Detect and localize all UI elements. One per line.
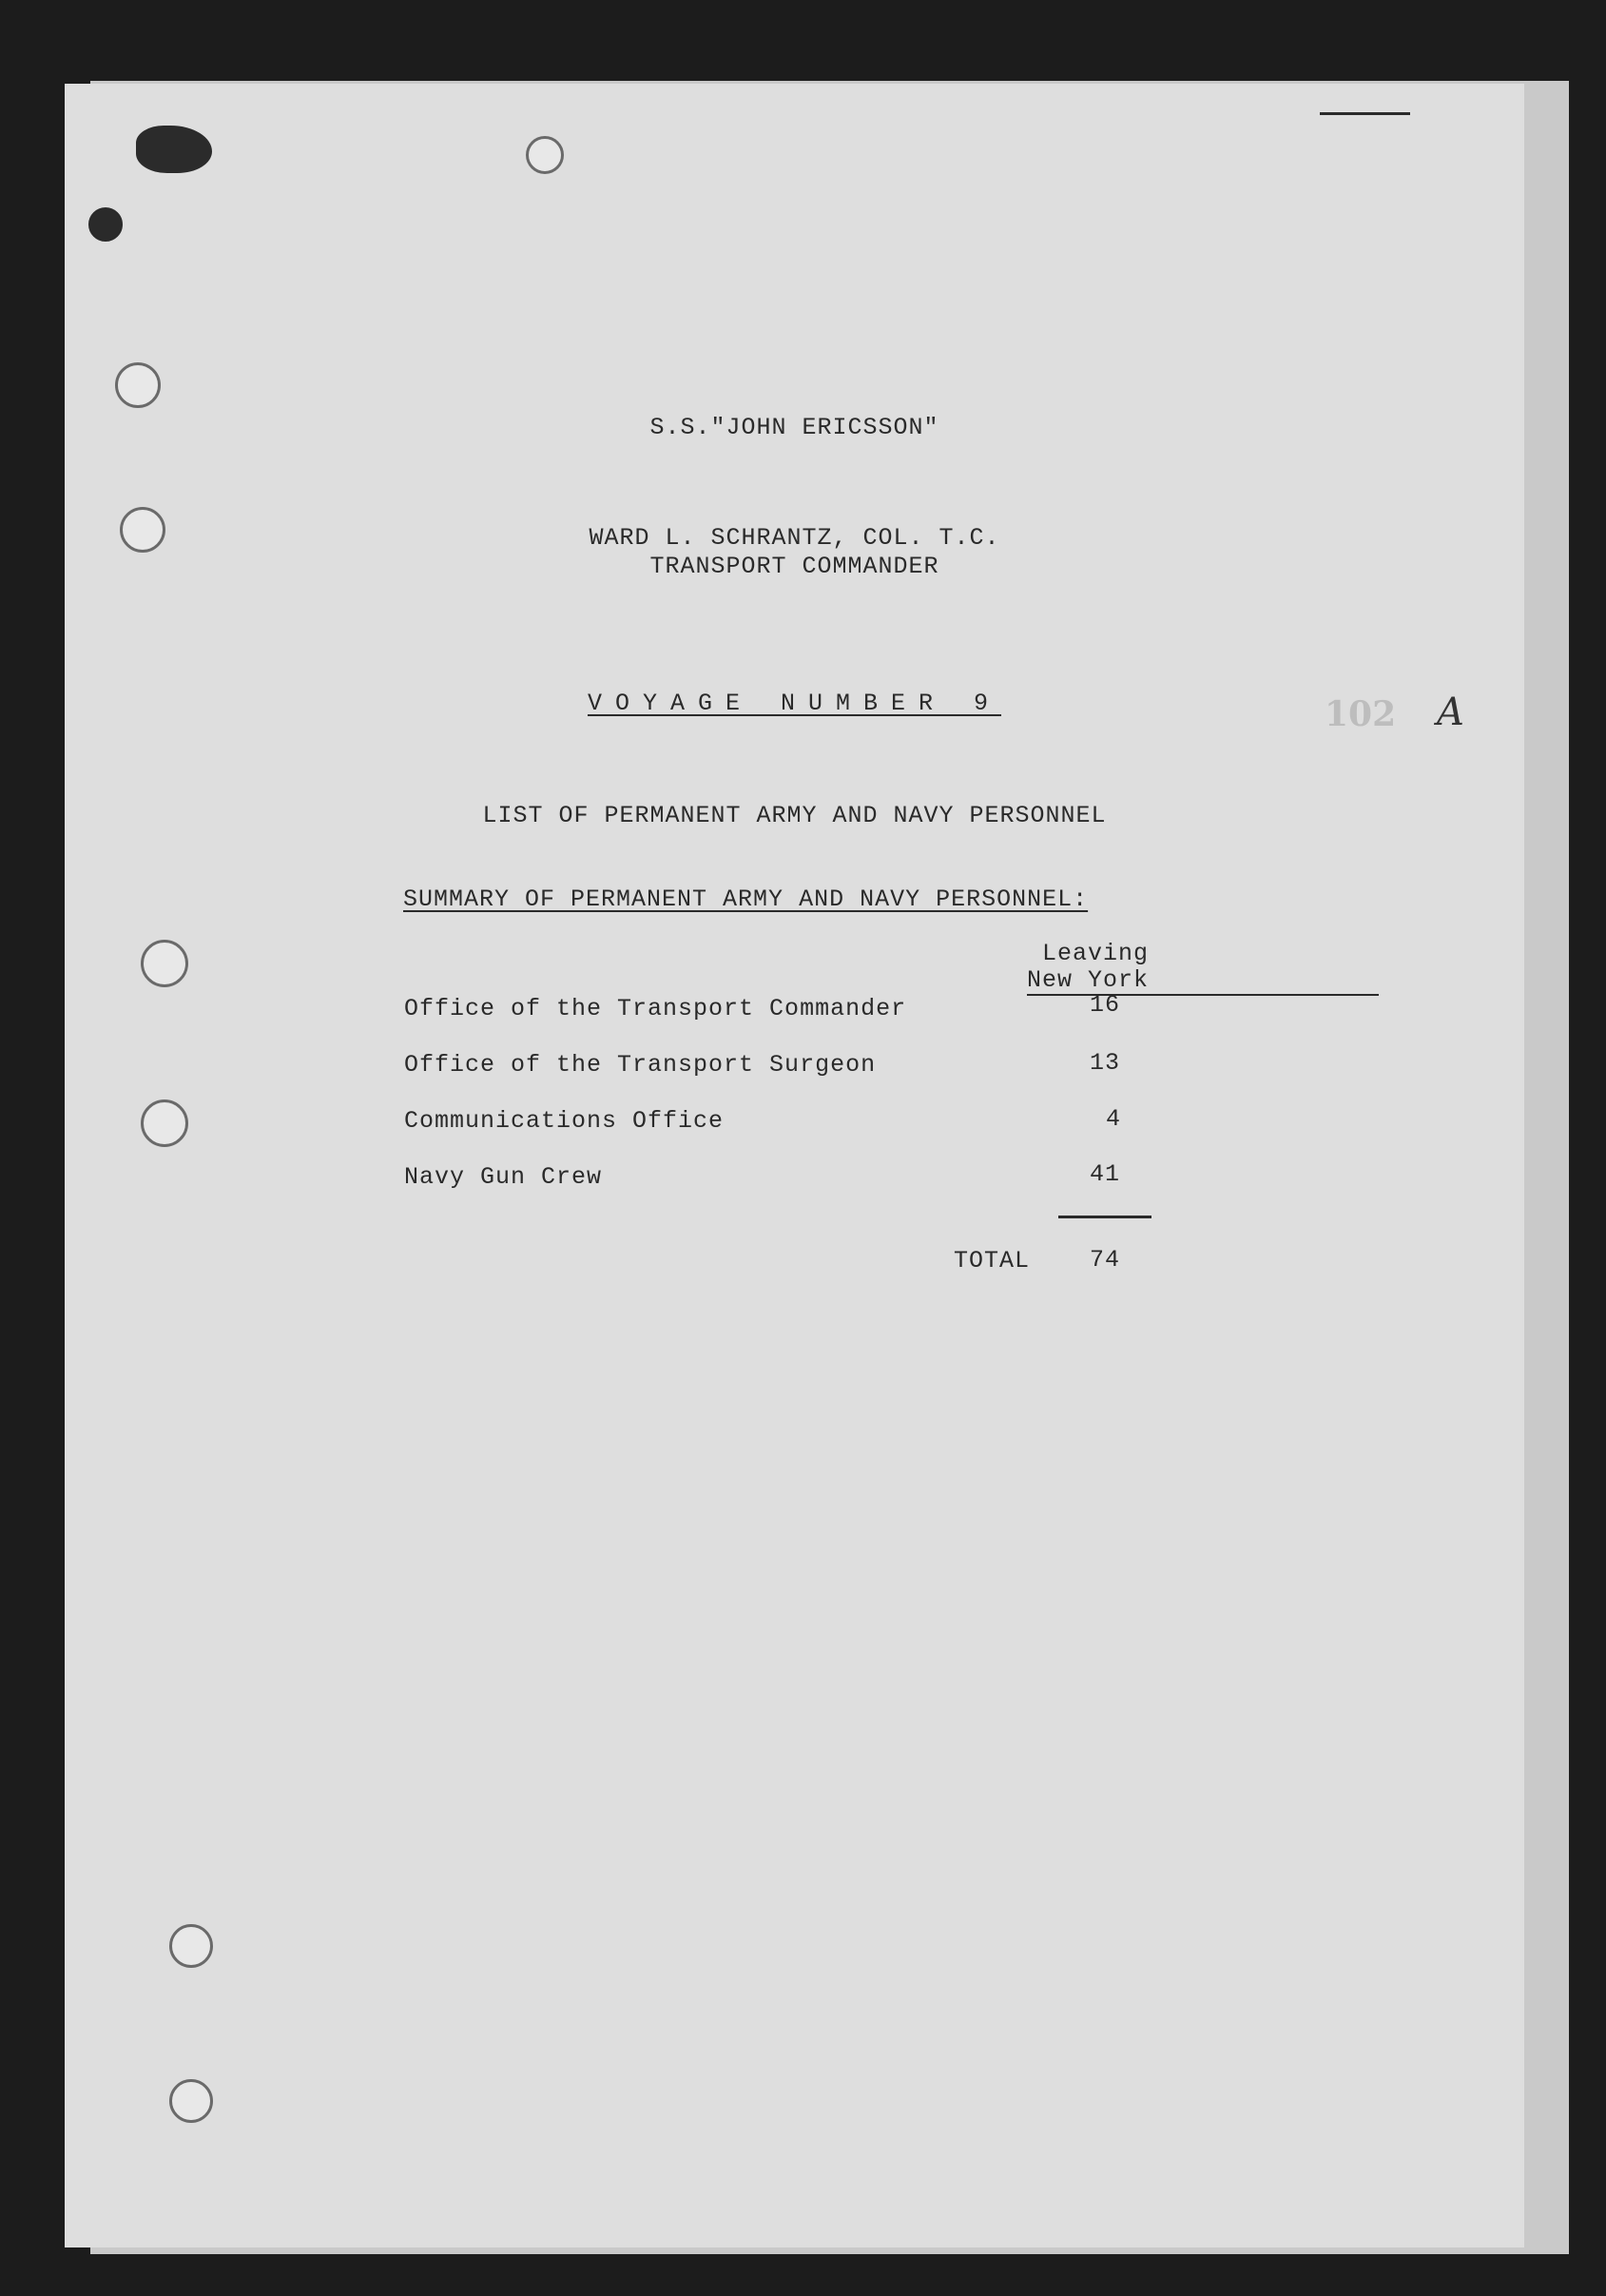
document-page — [65, 84, 1524, 2247]
punch-hole — [115, 362, 161, 408]
ship-name: S.S."JOHN ERICSSON" — [649, 414, 939, 441]
row-value: 4 — [1106, 1105, 1122, 1133]
row-value: 16 — [1090, 991, 1121, 1019]
row-label: Navy Gun Crew — [404, 1163, 603, 1191]
page-suffix: A — [1437, 691, 1464, 734]
punch-hole — [526, 136, 564, 174]
column-header-line1: Leaving — [1042, 940, 1150, 967]
punch-hole — [169, 2079, 213, 2123]
voyage-number: VOYAGE NUMBER 9 — [587, 690, 1002, 717]
punch-hole — [169, 1924, 213, 1968]
ink-blot — [136, 126, 212, 173]
column-header-line2: New York — [1027, 966, 1150, 994]
punch-hole — [141, 1099, 188, 1147]
row-label: Office of the Transport Surgeon — [404, 1051, 877, 1079]
total-value: 74 — [1090, 1246, 1121, 1274]
row-value: 13 — [1090, 1049, 1121, 1077]
commander-name: WARD L. SCHRANTZ, COL. T.C. — [589, 524, 1000, 552]
list-title: LIST OF PERMANENT ARMY AND NAVY PERSONNEL — [482, 802, 1107, 829]
header-rule — [1027, 994, 1379, 996]
commander-title: TRANSPORT COMMANDER — [649, 553, 939, 580]
corner-mark — [1320, 112, 1410, 115]
page-stamp: 102 — [1325, 694, 1397, 734]
punch-hole — [141, 940, 188, 987]
total-label: TOTAL — [954, 1247, 1031, 1274]
punch-hole — [88, 207, 123, 242]
row-label: Communications Office — [404, 1107, 725, 1135]
row-value: 41 — [1090, 1160, 1121, 1188]
row-label: Office of the Transport Commander — [404, 995, 907, 1022]
summary-title: SUMMARY OF PERMANENT ARMY AND NAVY PERSONNEL: — [403, 885, 1089, 913]
total-rule — [1058, 1216, 1151, 1218]
